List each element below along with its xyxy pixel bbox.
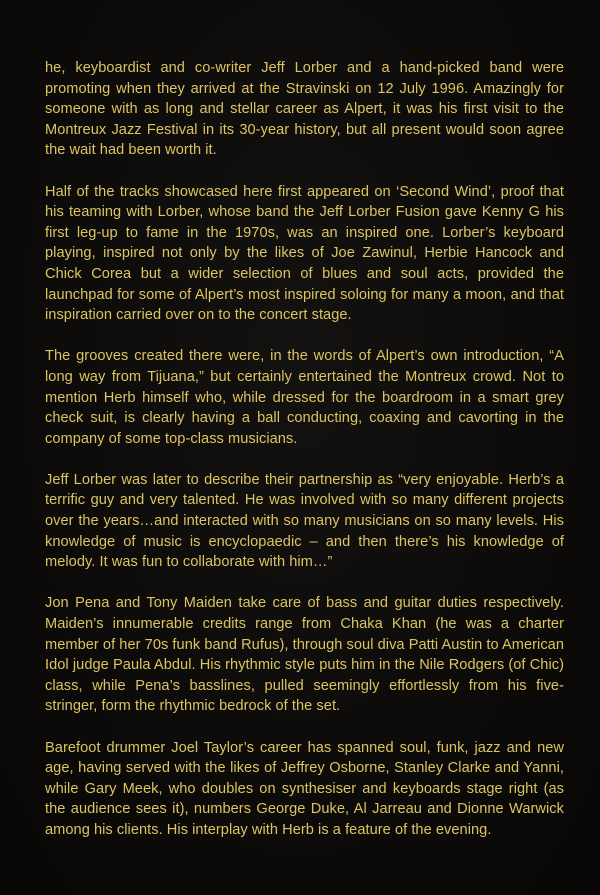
paragraph-taylor-meek: Barefoot drummer Joel Taylor’s career has spanned soul, funk, jazz and new age, having served with the likes of Jeffrey Osborne, Stanley Clarke and Yanni, while Gary Meek, who doubles on synthesiser and keyboards stage right (as the audience sees it), numbers George Duke, Al Jarreau and Dionne Warwick among his clients. His interplay with Herb is a feature of the evening. xyxy=(45,739,564,838)
paragraph-alpert-montreux-visit: he, keyboardist and co-writer Jeff Lorber and a hand-picked band were promoting when they arrived at the Stravinski on 12 July 1996. Amazingly for someone with as long and stellar career as Alpert, it was his first visit to the Montreux Jazz Festival in its 30-year history, but all present would soon agree the wait had been worth it. xyxy=(45,60,564,159)
paragraph-grooves: The grooves created there were, in the words of Alpert’s own introduction, “A long way from Tijuana,” but certainly entertained the Montreux crowd. Not to mention Herb himself who, while dressed for the boardroom in a smart grey check suit, is clearly having a ball conducting, coaxing and cavorting in the company of some top-class musicians. xyxy=(45,348,564,447)
paragraph-pena-maiden: Jon Pena and Tony Maiden take care of bass and guitar duties respectively. Maiden’s innumerable credits range from Chaka Khan (he was a charter member of her 70s funk band Rufus), through soul diva Patti Austin to American Idol judge Paula Abdul. His rhythmic style puts him in the Nile Rodgers (of Chic) class, while Pena’s basslines, pulled seemingly effortlessly from his five-stringer, form the rhythmic bedrock of the set. xyxy=(45,595,565,715)
paragraph-second-wind: Half of the tracks showcased here first appeared on ‘Second Wind’, proof that his teaming with Lorber, whose band the Jeff Lorber Fusion gave Kenny G his first leg-up to fame in the 1970s, was an inspired one. Lorber’s keyboard playing, inspired not only by the likes of Joe Zawinul, Herbie Hancock and Chick Corea but a wider selection of blues and soul acts, provided the launchpad for some of Alpert’s most inspired soloing for many a moon, and that inspiration carried over on to the concert stage. xyxy=(45,183,564,324)
paragraph-lorber-quote: Jeff Lorber was later to describe their partnership as “very enjoyable. Herb’s a terrific guy and very talented. He was involved with so many different projects over the years…and interacted with so many musicians on so many levels. His knowledge of music is encyclopaedic – and then there’s his knowledge of melody. It was fun to collaborate with him…” xyxy=(45,471,564,571)
article-body xyxy=(45,58,564,841)
